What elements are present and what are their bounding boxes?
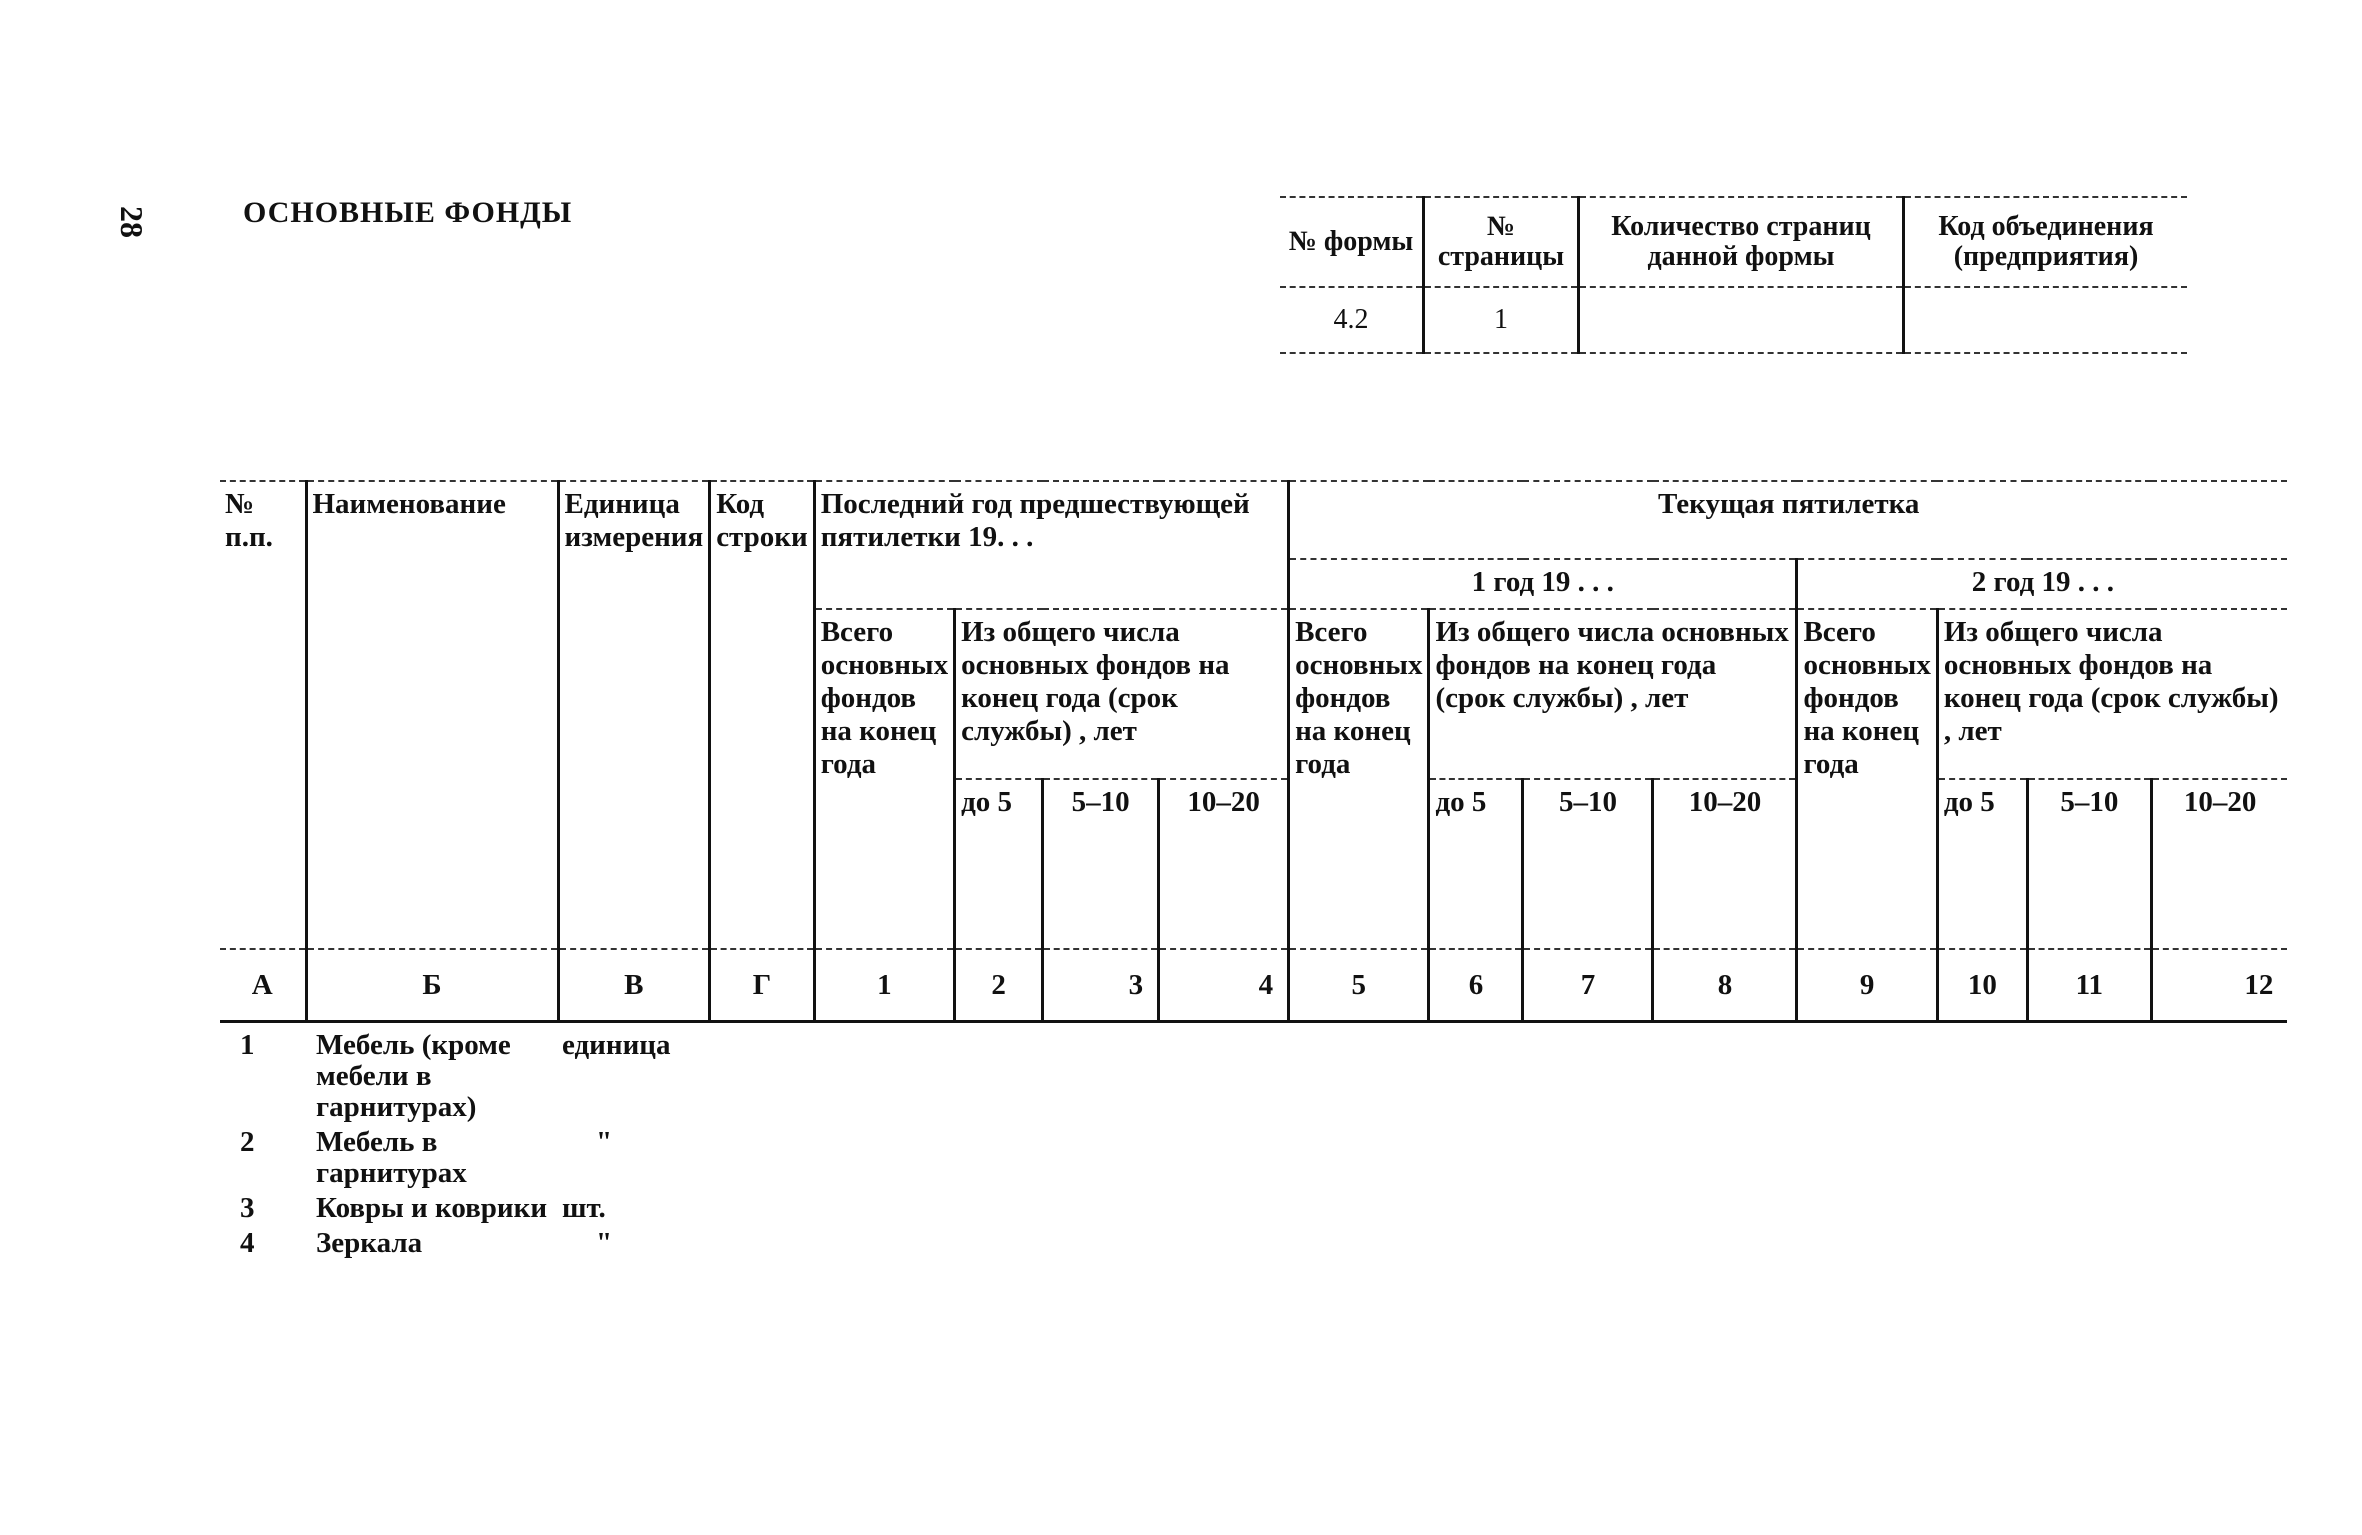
page-number: 28 xyxy=(114,206,150,238)
row-unit: " xyxy=(596,1227,613,1259)
y2-of-total-header: Из общего числа основных фондов на конец года (срок службы) , лет xyxy=(1937,609,2287,779)
row-number: 1 xyxy=(240,1029,255,1061)
col-name-header: Наименование xyxy=(306,481,558,949)
row-name: Ковры и коврики xyxy=(316,1192,548,1224)
list-item xyxy=(240,1193,682,1224)
y1-range-10-20: 10–20 xyxy=(1653,779,1797,949)
y1-of-total-header: Из общего числа основных фондов на конец года (срок службы) , лет xyxy=(1429,609,1797,779)
col-index-6: 6 xyxy=(1429,949,1523,1022)
col-index-5: 5 xyxy=(1289,949,1429,1022)
col-index-12: 12 xyxy=(2151,949,2287,1022)
row-unit: " xyxy=(596,1126,613,1158)
y2-range-5-10: 5–10 xyxy=(2027,779,2151,949)
form-number-header: № формы xyxy=(1280,197,1424,287)
col-index-11: 11 xyxy=(2027,949,2151,1022)
page-count-value xyxy=(1579,287,1904,353)
col-index-8: 8 xyxy=(1653,949,1797,1022)
col-letter-a: А xyxy=(220,949,306,1022)
org-code-value xyxy=(1904,287,2188,353)
prev-period-header: Последний год предшествующей пятилетки 19. . . xyxy=(814,481,1288,609)
year2-header: 2 год 19 . . . xyxy=(1797,559,2287,609)
form-number-value: 4.2 xyxy=(1280,287,1424,353)
row-name: Зеркала xyxy=(316,1227,423,1259)
col-index-4: 4 xyxy=(1159,949,1289,1022)
col-letter-b: Б xyxy=(306,949,558,1022)
year1-header: 1 год 19 . . . xyxy=(1289,559,1797,609)
y2-total-header: Всего основных фондов на конец года xyxy=(1797,609,1937,949)
prev-total-header: Всего основных фондов на конец года xyxy=(814,609,954,949)
prev-range-up-to-5: до 5 xyxy=(955,779,1043,949)
col-index-7: 7 xyxy=(1523,949,1653,1022)
y2-range-up-to-5: до 5 xyxy=(1937,779,2027,949)
row-number: 4 xyxy=(240,1227,255,1259)
col-letter-v: В xyxy=(558,949,710,1022)
y1-total-header: Всего основных фондов на конец года xyxy=(1289,609,1429,949)
row-unit: шт. xyxy=(562,1192,606,1224)
current-period-header: Текущая пятилетка xyxy=(1289,481,2288,559)
list-item xyxy=(240,1030,682,1123)
page-number-header: № страницы xyxy=(1424,197,1579,287)
col-letter-g: Г xyxy=(710,949,815,1022)
col-index-1: 1 xyxy=(814,949,954,1022)
col-index-2: 2 xyxy=(955,949,1043,1022)
prev-of-total-header: Из общего числа основных фондов на конец года (срок службы) , лет xyxy=(955,609,1289,779)
y1-range-up-to-5: до 5 xyxy=(1429,779,1523,949)
fixed-assets-table xyxy=(220,480,2287,1023)
col-code-header: Код строки xyxy=(710,481,815,949)
page-number-value: 1 xyxy=(1424,287,1579,353)
prev-range-10-20: 10–20 xyxy=(1159,779,1289,949)
form-meta-table xyxy=(1280,196,2187,354)
y1-range-5-10: 5–10 xyxy=(1523,779,1653,949)
list-item xyxy=(240,1127,682,1189)
list-item xyxy=(240,1228,682,1259)
item-rows xyxy=(240,1030,682,1263)
page-count-header: Количество страниц данной формы xyxy=(1579,197,1904,287)
y2-range-10-20: 10–20 xyxy=(2151,779,2287,949)
col-index-10: 10 xyxy=(1937,949,2027,1022)
col-index-3: 3 xyxy=(1043,949,1159,1022)
org-code-header: Код объединения (предприятия) xyxy=(1904,197,2188,287)
row-name: Мебель в гарнитурах xyxy=(316,1126,467,1189)
prev-range-5-10: 5–10 xyxy=(1043,779,1159,949)
row-number: 3 xyxy=(240,1192,255,1224)
col-index-9: 9 xyxy=(1797,949,1937,1022)
col-unit-header: Единица измерения xyxy=(558,481,710,949)
col-number-header: № п.п. xyxy=(220,481,306,949)
row-name: Мебель (кроме мебели в гарнитурах) xyxy=(316,1029,511,1123)
section-title: ОСНОВНЫЕ ФОНДЫ xyxy=(243,196,573,229)
row-number: 2 xyxy=(240,1126,255,1158)
row-unit: единица xyxy=(562,1029,671,1061)
